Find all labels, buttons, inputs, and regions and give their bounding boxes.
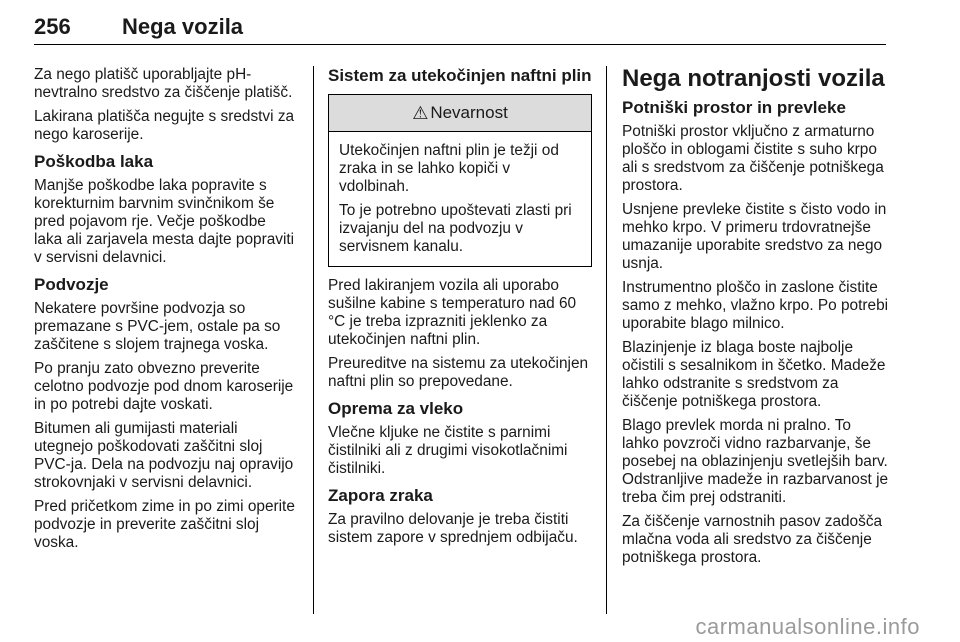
paragraph: Blago prevlek morda ni pralno. To lahko povzroči vidno razbarvanje, še posebej na oblazinjenju svetlejših barv. Odstranljive madeže in razbarvanost je treba čim prej odstraniti. bbox=[622, 417, 889, 506]
chapter-heading-interior: Nega notranjosti vozila bbox=[622, 65, 885, 92]
column-middle bbox=[328, 66, 592, 553]
warning-body bbox=[329, 132, 591, 266]
paragraph: Potniški prostor vključno z armaturno ploščo in oblogami čistite s suho krpo ali s sredstvom za čiščenje potniškega prostora. bbox=[622, 123, 884, 194]
paragraph: Za nego platišč uporabljajte pH-nevtralno sredstvo za čiščenje platišč. bbox=[34, 66, 293, 101]
paragraph: Vlečne kljuke ne čistite s parnimi čistilniki ali z drugimi visokotlačnimi čistilniki. bbox=[328, 424, 568, 477]
paragraph: Po pranju zato obvezno preverite celotno podvozje pod dnom karoserije in po potrebi dajte voskati. bbox=[34, 360, 294, 413]
section-heading-paint-damage: Poškodba laka bbox=[34, 152, 154, 171]
column-divider bbox=[606, 66, 607, 614]
paragraph: To je potrebno upoštevati zlasti pri izvajanju del na podvozju v servisnem kanalu. bbox=[339, 202, 572, 255]
paragraph: Blazinjenje iz blaga boste najbolje očistili s sesalnikom in ščetko. Madeže lahko odstranite s sredstvom za čiščenje potniškega prostora. bbox=[622, 339, 886, 410]
paragraph: Nekatere površine podvozja so premazane s PVC-jem, ostale pa so zaščitene s slojem trajnega voska. bbox=[34, 300, 281, 353]
watermark: carmanualsonline.info bbox=[695, 614, 920, 639]
section-heading-underbody: Podvozje bbox=[34, 275, 109, 294]
page-header bbox=[34, 6, 886, 45]
warning-title: Nevarnost bbox=[430, 103, 508, 122]
paragraph: Za čiščenje varnostnih pasov zadošča mlačna voda ali sredstvo za čiščenje potniškega prostora. bbox=[622, 513, 883, 566]
column-right bbox=[622, 66, 890, 573]
section-heading-lpg: Sistem za utekočinjen naftni plin bbox=[328, 66, 592, 85]
column-left bbox=[34, 66, 296, 558]
warning-box bbox=[328, 94, 592, 267]
paragraph: Manjše poškodbe laka popravite s korekturnim barvnim svinčnikom še pred pojavom rje. Večje poškodbe laka ali zarjavela mesta dajte popraviti v servisni delavnici. bbox=[34, 177, 295, 266]
paragraph: Za pravilno delovanje je treba čistiti sistem zapore v sprednjem odbijaču. bbox=[328, 511, 578, 546]
paragraph: Bitumen ali gumijasti materiali utegnejo poškodovati zaščitni sloj PVC-ja. Dela na podvozju naj opravijo strokovnjaki v servisni delavnici. bbox=[34, 420, 294, 491]
section-heading-cabin: Potniški prostor in prevleke bbox=[622, 98, 846, 117]
warning-header bbox=[329, 95, 591, 132]
chapter-title: Nega vozila bbox=[122, 14, 244, 39]
paragraph: Lakirana platišča negujte s sredstvi za nego karoserije. bbox=[34, 108, 295, 143]
section-heading-air-shutter: Zapora zraka bbox=[328, 486, 433, 505]
paragraph: Usnjene prevleke čistite s čisto vodo in mehko krpo. V primeru trdovratnejše umazanije uporabite sredstvo za nego usnja. bbox=[622, 201, 887, 272]
paragraph: Pred lakiranjem vozila ali uporabo sušilne kabine s temperaturo nad 60 °C je treba izprazniti jeklenko za utekočinjen naftni plin. bbox=[328, 277, 577, 348]
warning-triangle-icon: ⚠ bbox=[412, 102, 429, 123]
paragraph: Pred pričetkom zime in po zimi operite podvozje in preverite zaščitni sloj voska. bbox=[34, 498, 295, 551]
paragraph: Utekočinjen naftni plin je težji od zraka in se lahko kopiči v vdolbinah. bbox=[339, 142, 559, 195]
paragraph: Preureditve na sistemu za utekočinjen naftni plin so prepovedane. bbox=[328, 355, 589, 390]
paragraph: Instrumentno ploščo in zaslone čistite samo z mehko, vlažno krpo. Po potrebi uporabite blago milnico. bbox=[622, 279, 889, 332]
column-divider bbox=[313, 66, 314, 614]
section-heading-towing: Oprema za vleko bbox=[328, 399, 464, 418]
page-number: 256 bbox=[34, 14, 71, 39]
